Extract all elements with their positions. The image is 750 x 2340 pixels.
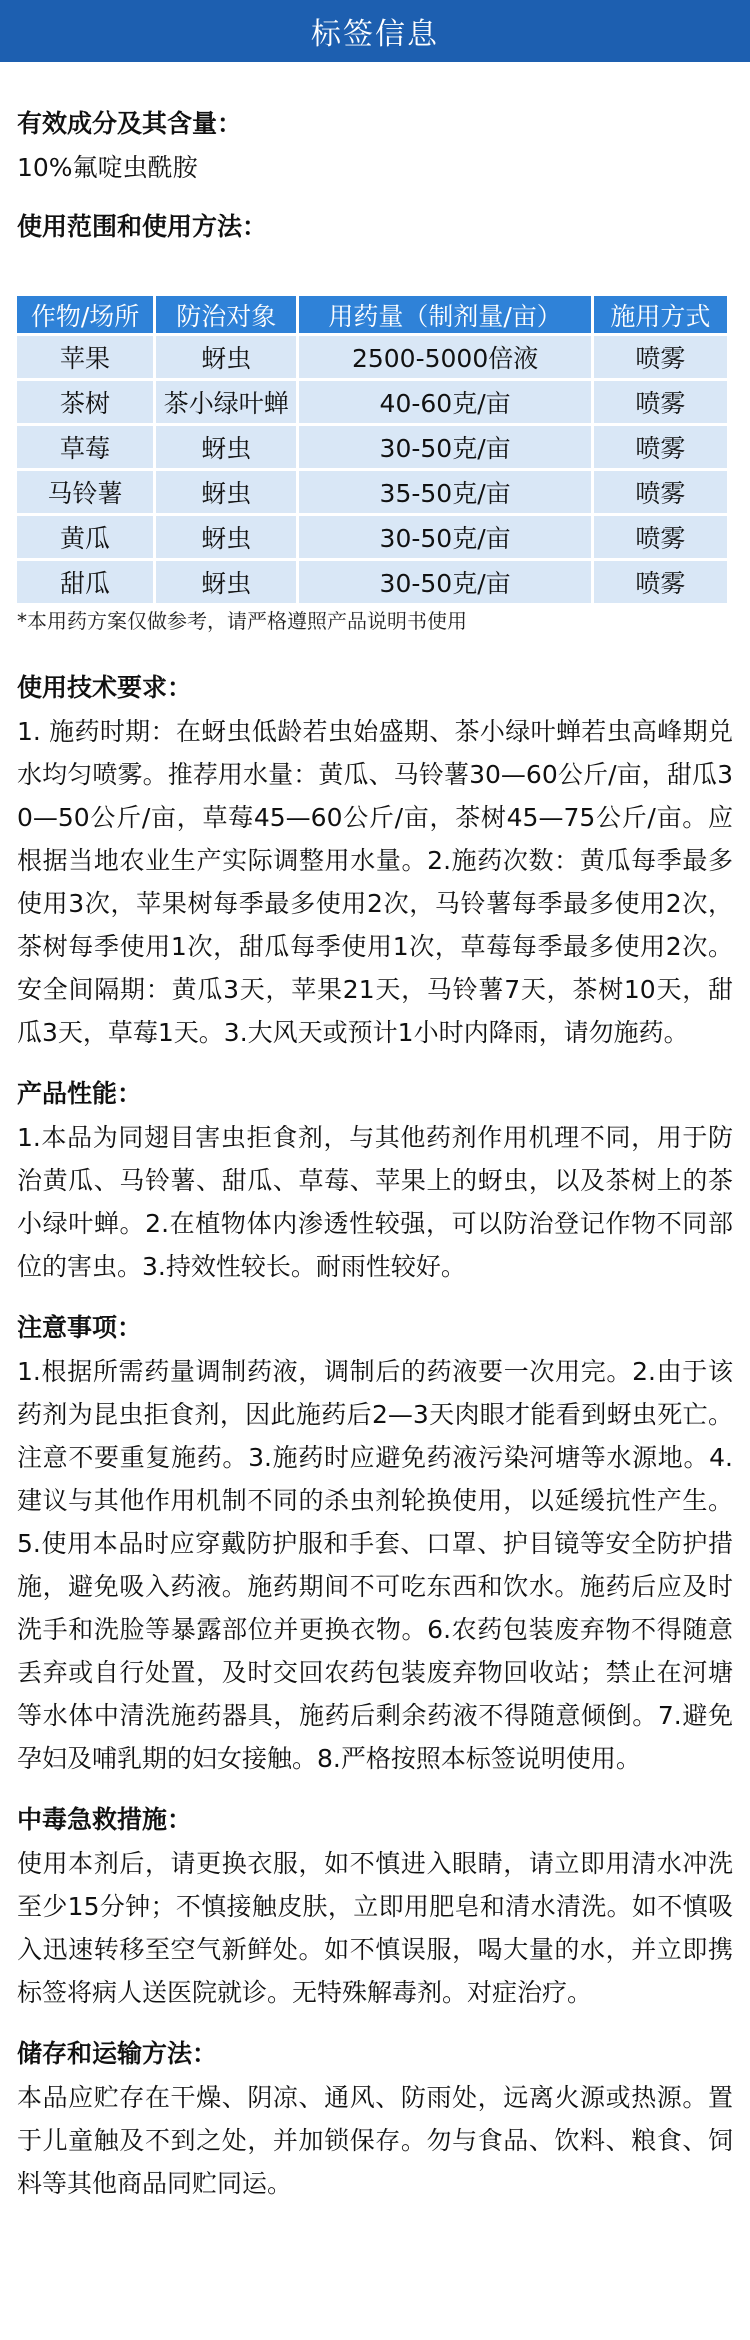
storage-heading: 储存和运输方法： [17, 2039, 218, 2068]
crop-cell: 黄瓜 [17, 516, 153, 558]
target-cell: 蚜虫 [156, 561, 296, 603]
column-header-crop: 作物/场所 [17, 296, 153, 333]
crop-cell: 甜瓜 [17, 561, 153, 603]
dosage-table [14, 293, 730, 606]
ingredient-value: 10%氟啶虫酰胺 [17, 153, 198, 182]
precautions-heading: 注意事项： [17, 1313, 143, 1342]
ingredient-section [17, 102, 733, 189]
table-row [17, 516, 727, 558]
table-row [17, 426, 727, 468]
storage-text: 本品应贮存在干燥、阴凉、通风、防雨处，远离火源或热源。置于儿童触及不到之处，并加锁保存。勿与食品、饮料、粮食、饲料等其他商品同贮同运。 [17, 2083, 733, 2198]
usage-heading: 使用范围和使用方法： [17, 212, 268, 241]
dosage-cell: 2500-5000倍液 [299, 336, 591, 378]
crop-cell: 马铃薯 [17, 471, 153, 513]
method-cell: 喷雾 [594, 516, 727, 558]
ingredient-heading: 有效成分及其含量： [17, 109, 243, 138]
target-cell: 蚜虫 [156, 516, 296, 558]
dosage-cell: 30-50克/亩 [299, 516, 591, 558]
precautions-section [17, 1306, 733, 1780]
table-row [17, 336, 727, 378]
firstaid-heading: 中毒急救措施： [17, 1805, 193, 1834]
table-header-row [17, 296, 727, 333]
dosage-cell: 40-60克/亩 [299, 381, 591, 423]
table-footnote: *本用药方案仅做参考，请严格遵照产品说明书使用 [17, 609, 467, 633]
target-cell: 蚜虫 [156, 471, 296, 513]
method-cell: 喷雾 [594, 471, 727, 513]
table-row [17, 381, 727, 423]
storage-section [17, 2032, 733, 2205]
crop-cell: 茶树 [17, 381, 153, 423]
target-cell: 茶小绿叶蝉 [156, 381, 296, 423]
firstaid-section [17, 1798, 733, 2014]
method-cell: 喷雾 [594, 561, 727, 603]
label-content [0, 102, 750, 2205]
performance-section [17, 1072, 733, 1288]
performance-text: 1.本品为同翅目害虫拒食剂，与其他药剂作用机理不同，用于防治黄瓜、马铃薯、甜瓜、草莓、苹果上的蚜虫，以及茶树上的茶小绿叶蝉。2.在植物体内渗透性较强，可以防治登记作物不同部位的害虫。3.持效性较长。耐雨性较好。 [17, 1123, 733, 1281]
performance-heading: 产品性能： [17, 1079, 143, 1108]
table-row [17, 561, 727, 603]
method-cell: 喷雾 [594, 426, 727, 468]
page-header [0, 0, 750, 62]
precautions-text: 1.根据所需药量调制药液，调制后的药液要一次用完。2.由于该药剂为昆虫拒食剂，因此施药后2—3天肉眼才能看到蚜虫死亡。注意不要重复施药。3.施药时应避免药液污染河塘等水源地。4.建议与其他作用机制不同的杀虫剂轮换使用，以延缓抗性产生。5.使用本品时应穿戴防护服和手套、口罩、护目镜等安全防护措施，避免吸入药液。施药期间不可吃东西和饮水。施药后应及时洗手和洗脸等暴露部位并更换衣物。6.农药包装废弃物不得随意丢弃或自行处置，及时交回农药包装废弃物回收站；禁止在河塘等水体中清洗施药器具，施药后剩余药液不得随意倾倒。7.避免孕妇及哺乳期的妇女接触。8.严格按照本标签说明使用。 [17, 1357, 733, 1773]
method-cell: 喷雾 [594, 381, 727, 423]
table-row [17, 471, 727, 513]
page-title: 标签信息 [311, 17, 439, 52]
crop-cell: 草莓 [17, 426, 153, 468]
column-header-target: 防治对象 [156, 296, 296, 333]
target-cell: 蚜虫 [156, 336, 296, 378]
dosage-cell: 30-50克/亩 [299, 426, 591, 468]
dosage-cell: 35-50克/亩 [299, 471, 591, 513]
column-header-dosage: 用药量（制剂量/亩） [299, 296, 591, 333]
column-header-method: 施用方式 [594, 296, 727, 333]
firstaid-text: 使用本剂后，请更换衣服，如不慎进入眼睛，请立即用清水冲洗至少15分钟；不慎接触皮肤，立即用肥皂和清水清洗。如不慎吸入迅速转移至空气新鲜处。如不慎误服，喝大量的水，并立即携标签将病人送医院就诊。无特殊解毒剂。对症治疗。 [17, 1849, 733, 2007]
technique-section [17, 666, 733, 1054]
crop-cell: 苹果 [17, 336, 153, 378]
target-cell: 蚜虫 [156, 426, 296, 468]
technique-heading: 使用技术要求： [17, 673, 193, 702]
dosage-cell: 30-50克/亩 [299, 561, 591, 603]
method-cell: 喷雾 [594, 336, 727, 378]
technique-text: 1. 施药时期：在蚜虫低龄若虫始盛期、茶小绿叶蝉若虫高峰期兑水均匀喷雾。推荐用水量：黄瓜、马铃薯30—60公斤/亩，甜瓜30—50公斤/亩，草莓45—60公斤/亩，茶树45—75公斤/亩。应根据当地农业生产实际调整用水量。2.施药次数：黄瓜每季最多使用3次，苹果树每季最多使用2次，马铃薯每季最多使用2次，茶树每季使用1次，甜瓜每季使用1次，草莓每季最多使用2次。安全间隔期：黄瓜3天，苹果21天，马铃薯7天，茶树10天，甜瓜3天，草莓1天。3.大风天或预计1小时内降雨，请勿施药。 [17, 717, 733, 1047]
